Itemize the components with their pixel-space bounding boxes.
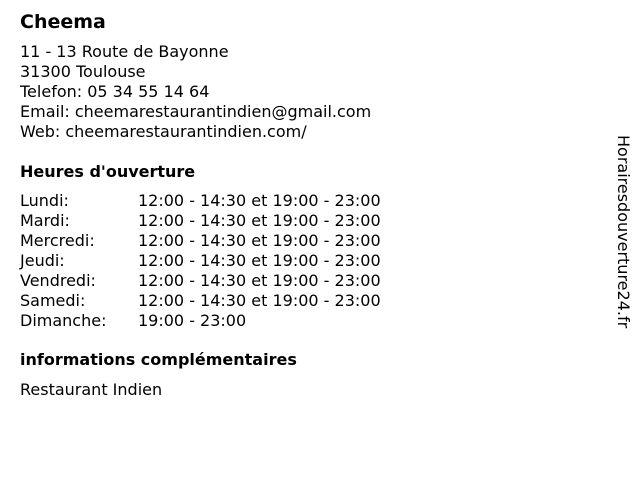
hours-day: Vendredi: [20,271,96,290]
address-line-1: 11 - 13 Route de Bayonne [20,42,229,61]
hours-row-vendredi [20,271,600,291]
hours-time: 12:00 - 14:30 et 19:00 - 23:00 [138,291,381,310]
opening-hours-heading: Heures d'ouverture [20,162,196,181]
hours-day: Mercredi: [20,231,95,250]
hours-day: Jeudi: [20,251,65,270]
email-line: Email: cheemarestaurantindien@gmail.com [20,102,372,121]
hours-day: Lundi: [20,191,69,210]
hours-row-jeudi [20,251,600,271]
hours-time: 12:00 - 14:30 et 19:00 - 23:00 [138,211,381,230]
hours-time: 19:00 - 23:00 [138,311,247,330]
web-line: Web: cheemarestaurantindien.com/ [20,122,307,141]
address-line-2: 31300 Toulouse [20,62,146,81]
site-watermark: Horairesdouverture24.fr [614,135,633,329]
hours-time: 12:00 - 14:30 et 19:00 - 23:00 [138,271,381,290]
phone-line: Telefon: 05 34 55 14 64 [20,82,210,101]
business-name: Cheema [20,11,106,33]
additional-info-heading: informations complémentaires [20,350,297,369]
hours-day: Dimanche: [20,311,107,330]
opening-hours-table [20,191,600,331]
hours-day: Samedi: [20,291,86,310]
contact-block [20,42,600,142]
hours-row-dimanche [20,311,600,331]
hours-time: 12:00 - 14:30 et 19:00 - 23:00 [138,191,381,210]
hours-row-lundi [20,191,600,211]
additional-info-text: Restaurant Indien [20,380,163,399]
hours-row-mardi [20,211,600,231]
hours-time: 12:00 - 14:30 et 19:00 - 23:00 [138,251,381,270]
business-card [20,10,600,400]
hours-day: Mardi: [20,211,70,230]
hours-row-samedi [20,291,600,311]
hours-row-mercredi [20,231,600,251]
hours-time: 12:00 - 14:30 et 19:00 - 23:00 [138,231,381,250]
